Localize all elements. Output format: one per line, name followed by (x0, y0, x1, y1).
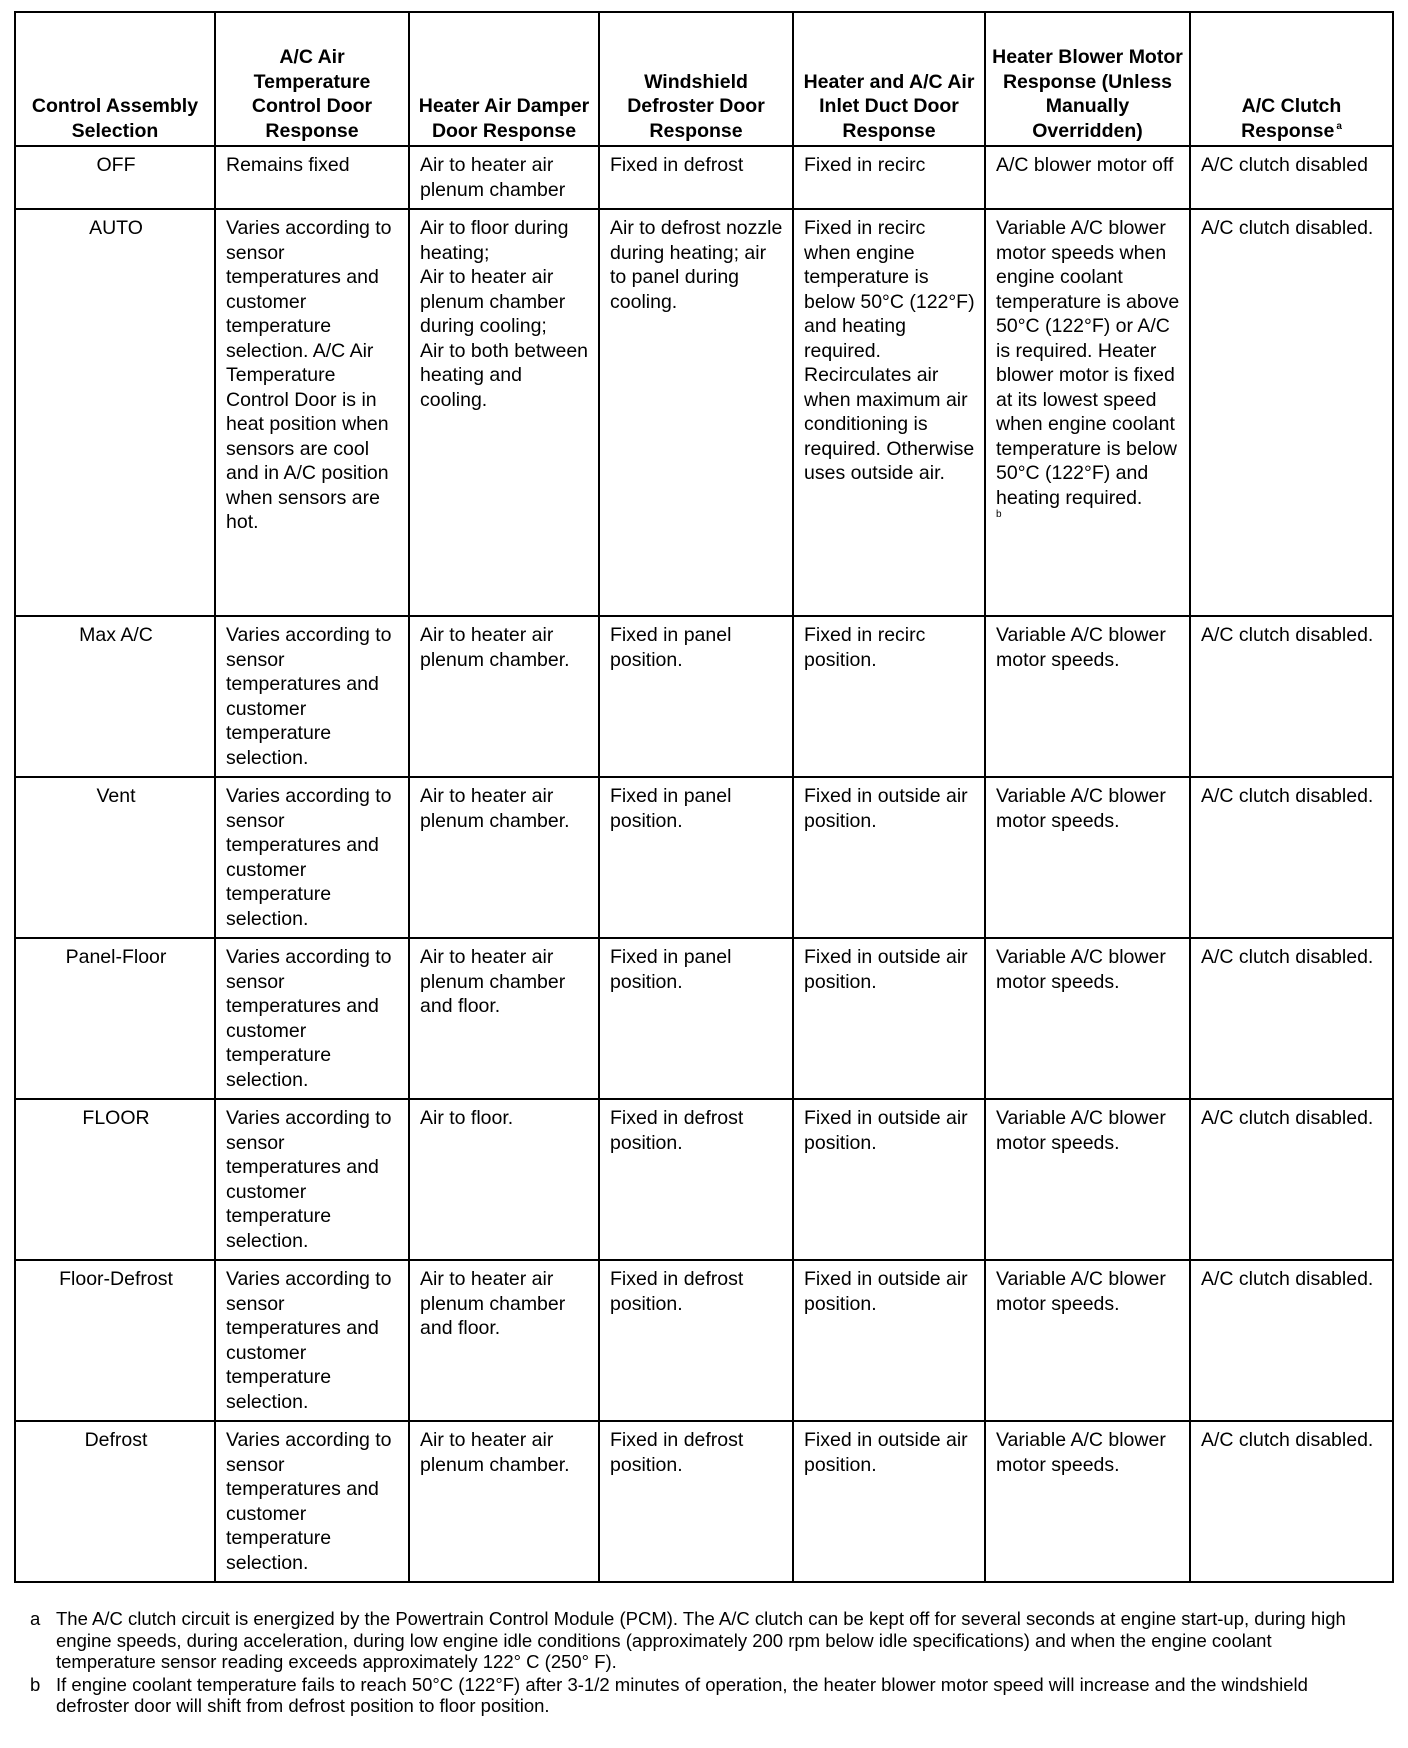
cell-defroster-door-text: Fixed in panel position. (610, 785, 732, 832)
cell-inlet-door (793, 616, 985, 777)
footnote-letter: b (30, 1673, 41, 1695)
table-row (15, 1421, 1393, 1582)
table-row (15, 616, 1393, 777)
cell-inlet-door-text: Fixed in recirc when engine temperature is below 50°C (122°F) and heating required. Recirculates air when maximum air conditioning is required. Otherwise uses outside air. (804, 217, 975, 484)
cell-inlet-door-text: Fixed in outside air position. (804, 1107, 968, 1154)
cell-temp-door-text: Varies according to sensor temperatures and customer temperature selection. (226, 1429, 392, 1574)
cell-temp-door-text: Varies according to sensor temperatures and customer temperature selection. (226, 785, 392, 930)
cell-selection-text: OFF (96, 154, 136, 176)
footnote-ref-a: a (1336, 121, 1342, 132)
cell-defroster-door (599, 777, 793, 938)
cell-blower (985, 938, 1190, 1099)
cell-defroster-door-text: Fixed in panel position. (610, 946, 732, 993)
cell-selection (15, 146, 215, 209)
cell-selection (15, 1260, 215, 1421)
response-table (14, 11, 1394, 1583)
cell-selection-text: Defrost (84, 1429, 148, 1451)
cell-defroster-door-text: Air to defrost nozzle during heating; air to panel during cooling. (610, 217, 783, 313)
cell-selection-text: Max A/C (79, 624, 153, 646)
cell-selection (15, 209, 215, 616)
table-row (15, 146, 1393, 209)
cell-temp-door (215, 616, 409, 777)
header-clutch-label: A/C Clutch Response (1241, 95, 1342, 142)
cell-clutch-text: A/C clutch disabled (1201, 154, 1368, 176)
cell-blower (985, 1421, 1190, 1582)
cell-blower-text: Variable A/C blower motor speeds when engine coolant temperature is above 50°C (122°F) or A/C is required. Heater blower motor is fixed at its lowest speed when engine coolant temperature is below 50°C (122°F) and heating required. (996, 217, 1180, 509)
cell-temp-door (215, 146, 409, 209)
cell-inlet-door-text: Fixed in outside air position. (804, 946, 968, 993)
cell-clutch (1190, 209, 1393, 616)
cell-selection-text: AUTO (89, 217, 143, 239)
cell-clutch (1190, 777, 1393, 938)
cell-inlet-door (793, 938, 985, 1099)
cell-damper-door-text: Air to heater air plenum chamber. (420, 785, 570, 832)
cell-clutch (1190, 1421, 1393, 1582)
cell-defroster-door (599, 1099, 793, 1260)
cell-blower (985, 146, 1190, 209)
header-row (15, 12, 1393, 146)
footnote-a (14, 1608, 1392, 1673)
cell-defroster-door (599, 209, 793, 616)
cell-inlet-door (793, 1260, 985, 1421)
cell-inlet-door (793, 1421, 985, 1582)
cell-defroster-door (599, 146, 793, 209)
cell-defroster-door-text: Fixed in defrost position. (610, 1429, 744, 1476)
header-clutch-response (1190, 12, 1393, 146)
cell-selection-text: Vent (96, 785, 136, 807)
cell-clutch-text: A/C clutch disabled. (1201, 217, 1374, 239)
cell-defroster-door-text: Fixed in panel position. (610, 624, 732, 671)
cell-blower-text: Variable A/C blower motor speeds. (996, 1268, 1166, 1315)
cell-selection (15, 938, 215, 1099)
cell-clutch-text: A/C clutch disabled. (1201, 946, 1374, 968)
cell-temp-door (215, 938, 409, 1099)
cell-blower-text: A/C blower motor off (996, 154, 1174, 176)
cell-clutch (1190, 1099, 1393, 1260)
cell-clutch (1190, 616, 1393, 777)
cell-inlet-door-text: Fixed in outside air position. (804, 1268, 968, 1315)
cell-damper-door (409, 1260, 599, 1421)
header-temp-control-door: A/C Air Temperature Control Door Response (215, 12, 409, 146)
table-row (15, 777, 1393, 938)
cell-damper-door (409, 777, 599, 938)
cell-defroster-door (599, 1260, 793, 1421)
cell-clutch (1190, 146, 1393, 209)
cell-temp-door-text: Varies according to sensor temperatures and customer temperature selection. (226, 1107, 392, 1252)
table-row (15, 938, 1393, 1099)
cell-selection-text: Panel-Floor (65, 946, 167, 968)
cell-damper-door (409, 616, 599, 777)
header-defroster-door: Windshield Defroster Door Response (599, 12, 793, 146)
cell-blower (985, 616, 1190, 777)
cell-defroster-door-text: Fixed in defrost (610, 154, 744, 176)
footnote-text: The A/C clutch circuit is energized by the Powertrain Control Module (PCM). The A/C clutch can be kept off for several seconds at engine start-up, during high engine speeds, during acceleration, during low engine idle conditions (approximately 200 rpm below idle specifications) and when the engine coolant temperature sensor reading exceeds approximately 122° C (250° F). (56, 1608, 1346, 1672)
cell-defroster-door-text: Fixed in defrost position. (610, 1268, 744, 1315)
footnote-letter: a (30, 1608, 41, 1629)
cell-damper-door (409, 146, 599, 209)
cell-inlet-door (793, 1099, 985, 1260)
cell-temp-door (215, 1421, 409, 1582)
cell-temp-door (215, 1099, 409, 1260)
cell-temp-door-text: Remains fixed (226, 154, 350, 176)
cell-defroster-door-text: Fixed in defrost position. (610, 1107, 744, 1154)
cell-blower-text: Variable A/C blower motor speeds. (996, 1429, 1166, 1476)
header-blower-motor: Heater Blower Motor Response (Unless Manually Overridden) (985, 12, 1190, 146)
cell-clutch-text: A/C clutch disabled. (1201, 785, 1374, 807)
cell-temp-door (215, 209, 409, 616)
cell-clutch (1190, 938, 1393, 1099)
cell-damper-door (409, 938, 599, 1099)
cell-clutch-text: A/C clutch disabled. (1201, 1429, 1374, 1451)
cell-defroster-door (599, 616, 793, 777)
cell-selection (15, 777, 215, 938)
cell-clutch-text: A/C clutch disabled. (1201, 624, 1374, 646)
cell-damper-door-text: Air to floor during heating; Air to heater air plenum chamber during cooling; Air to both between heating and cooling. (420, 217, 589, 411)
cell-damper-door (409, 1421, 599, 1582)
header-inlet-duct-door: Heater and A/C Air Inlet Duct Door Response (793, 12, 985, 146)
cell-defroster-door (599, 938, 793, 1099)
cell-damper-door-text: Air to heater air plenum chamber and floor. (420, 1268, 566, 1339)
table-row (15, 209, 1393, 616)
footnote-b (14, 1674, 1392, 1717)
cell-temp-door-text: Varies according to sensor temperatures and customer temperature selection. (226, 946, 392, 1091)
cell-inlet-door-text: Fixed in outside air position. (804, 1429, 968, 1476)
cell-blower-text: Variable A/C blower motor speeds. (996, 946, 1166, 993)
cell-clutch-text: A/C clutch disabled. (1201, 1107, 1374, 1129)
cell-damper-door-text: Air to heater air plenum chamber. (420, 1429, 570, 1476)
header-damper-door: Heater Air Damper Door Response (409, 12, 599, 146)
cell-blower-text: Variable A/C blower motor speeds. (996, 624, 1166, 671)
cell-damper-door (409, 209, 599, 616)
cell-selection-text: Floor-Defrost (59, 1268, 173, 1290)
cell-damper-door (409, 1099, 599, 1260)
cell-selection (15, 1421, 215, 1582)
cell-inlet-door (793, 209, 985, 616)
cell-blower-text: Variable A/C blower motor speeds. (996, 785, 1166, 832)
cell-temp-door (215, 777, 409, 938)
cell-clutch (1190, 1260, 1393, 1421)
cell-damper-door-text: Air to floor. (420, 1107, 514, 1129)
cell-selection (15, 616, 215, 777)
cell-inlet-door-text: Fixed in recirc (804, 154, 926, 176)
cell-damper-door-text: Air to heater air plenum chamber (420, 154, 566, 201)
cell-temp-door-text: Varies according to sensor temperatures and customer temperature selection. A/C Air Temperature Control Door is in heat position when sensors are cool and in A/C position when sensors are hot. (226, 217, 392, 533)
table-row (15, 1260, 1393, 1421)
cell-damper-door-text: Air to heater air plenum chamber and floor. (420, 946, 566, 1017)
cell-defroster-door (599, 1421, 793, 1582)
cell-inlet-door-text: Fixed in recirc position. (804, 624, 926, 671)
cell-temp-door-text: Varies according to sensor temperatures and customer temperature selection. (226, 624, 392, 769)
cell-inlet-door (793, 146, 985, 209)
cell-inlet-door (793, 777, 985, 938)
cell-clutch-text: A/C clutch disabled. (1201, 1268, 1374, 1290)
cell-temp-door-text: Varies according to sensor temperatures and customer temperature selection. (226, 1268, 392, 1413)
cell-inlet-door-text: Fixed in outside air position. (804, 785, 968, 832)
footnote-ref-b: b (996, 509, 1002, 520)
cell-selection-text: FLOOR (82, 1107, 150, 1129)
footnote-text: If engine coolant temperature fails to reach 50°C (122°F) after 3-1/2 minutes of operation, the heater blower motor speed will increase and the windshield defroster door will shift from defrost position to floor position. (56, 1673, 1308, 1716)
cell-blower-text: Variable A/C blower motor speeds. (996, 1107, 1166, 1154)
cell-blower (985, 777, 1190, 938)
cell-blower (985, 209, 1190, 616)
cell-damper-door-text: Air to heater air plenum chamber. (420, 624, 570, 671)
footnotes (14, 1608, 1392, 1718)
cell-blower (985, 1260, 1190, 1421)
cell-temp-door (215, 1260, 409, 1421)
table-body (15, 146, 1393, 1582)
cell-selection (15, 1099, 215, 1260)
header-control-assembly-selection: Control Assembly Selection (15, 12, 215, 146)
cell-blower (985, 1099, 1190, 1260)
table-row (15, 1099, 1393, 1260)
